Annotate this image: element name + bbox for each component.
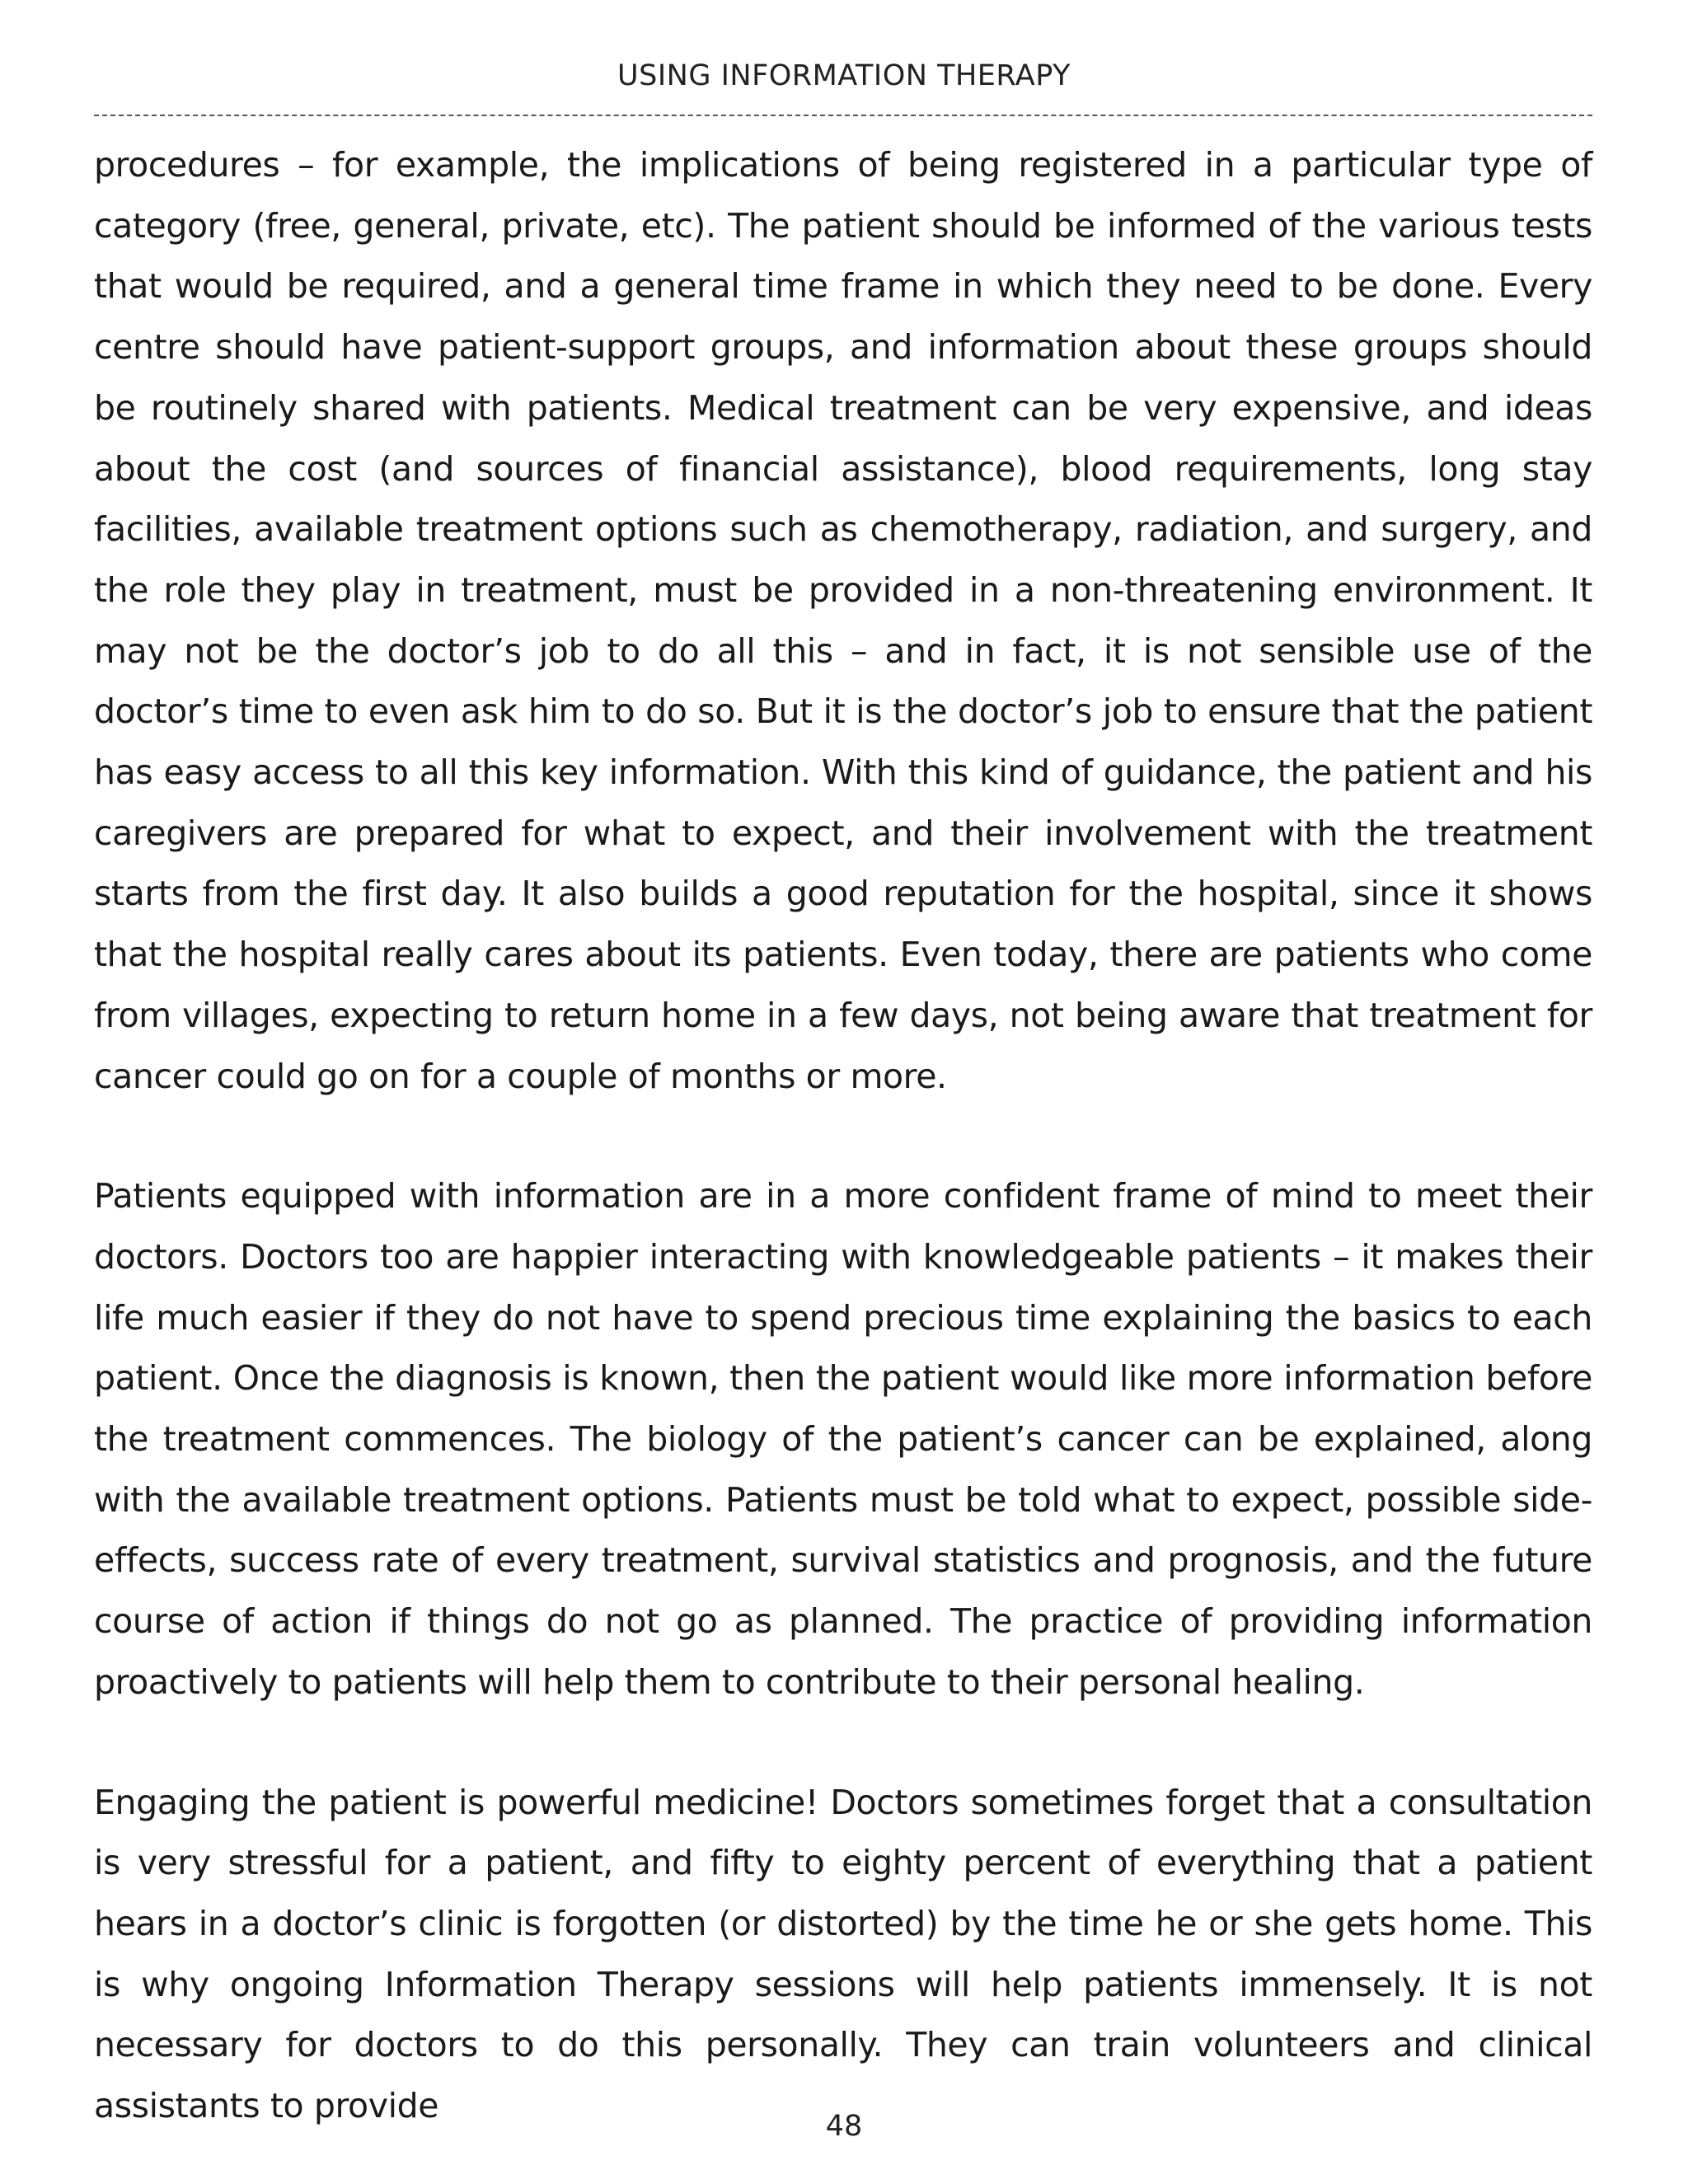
page-body	[94, 135, 1592, 2137]
body-paragraph: Patients equipped with information are in a more confident frame of mind to meet their doctors. Doctors too are happier interacting with knowledgeable patients – it makes their life much easier if they do not have to spend precious time explaining the basics to each patient. Once the diagnosis is known, then the patient would like more information before the treatment commences. The biology of the patient’s cancer can be explained, along with the available treatment options. Patients must be told what to expect, possible side- effects, success rate of every treatment, survival statistics and prognosis, and the future course of action if things do not go as planned. The practice of providing information proactively to patients will help them to contribute to their personal healing.	[94, 1176, 1592, 1702]
body-paragraph: Engaging the patient is powerful medicine! Doctors sometimes forget that a consultation is very stressful for a patient, and fifty to eighty percent of everything that a patient hears in a doctor’s clinic is forgotten (or distorted) by the time he or she gets home. This is why ongoing Information Therapy sessions will help patients immensely. It is not necessary for doctors to do this personally. They can train volunteers and clinical assistants to provide	[94, 1782, 1592, 2126]
header-divider	[94, 115, 1592, 116]
page-number: 48	[825, 2110, 863, 2143]
running-header: USING INFORMATION THERAPY	[617, 59, 1071, 92]
body-paragraph: procedures – for example, the implications of being registered in a particular type of category (free, general, private, etc). The patient should be informed of the various tests that would be required, and a general time frame in which they need to be done. Every centre should have patient-support groups, and information about these groups should be routinely shared with patients. Medical treatment can be very expensive, and ideas about the cost (and sources of financial assistance), blood requirements, long stay facilities, available treatment options such as chemotherapy, radiation, and surgery, and the role they play in treatment, must be provided in a non-threatening environment. It may not be the doctor’s job to do all this – and in fact, it is not sensible use of the doctor’s time to even ask him to do so. But it is the doctor’s job to ensure that the patient has easy access to all this key information. With this kind of guidance, the patient and his caregivers are prepared for what to expect, and their involvement with the treatment starts from the first day. It also builds a good reputation for the hospital, since it shows that the hospital really cares about its patients. Even today, there are patients who come from villages, expecting to return home in a few days, not being aware that treatment for cancer could go on for a couple of months or more.	[94, 145, 1592, 1096]
